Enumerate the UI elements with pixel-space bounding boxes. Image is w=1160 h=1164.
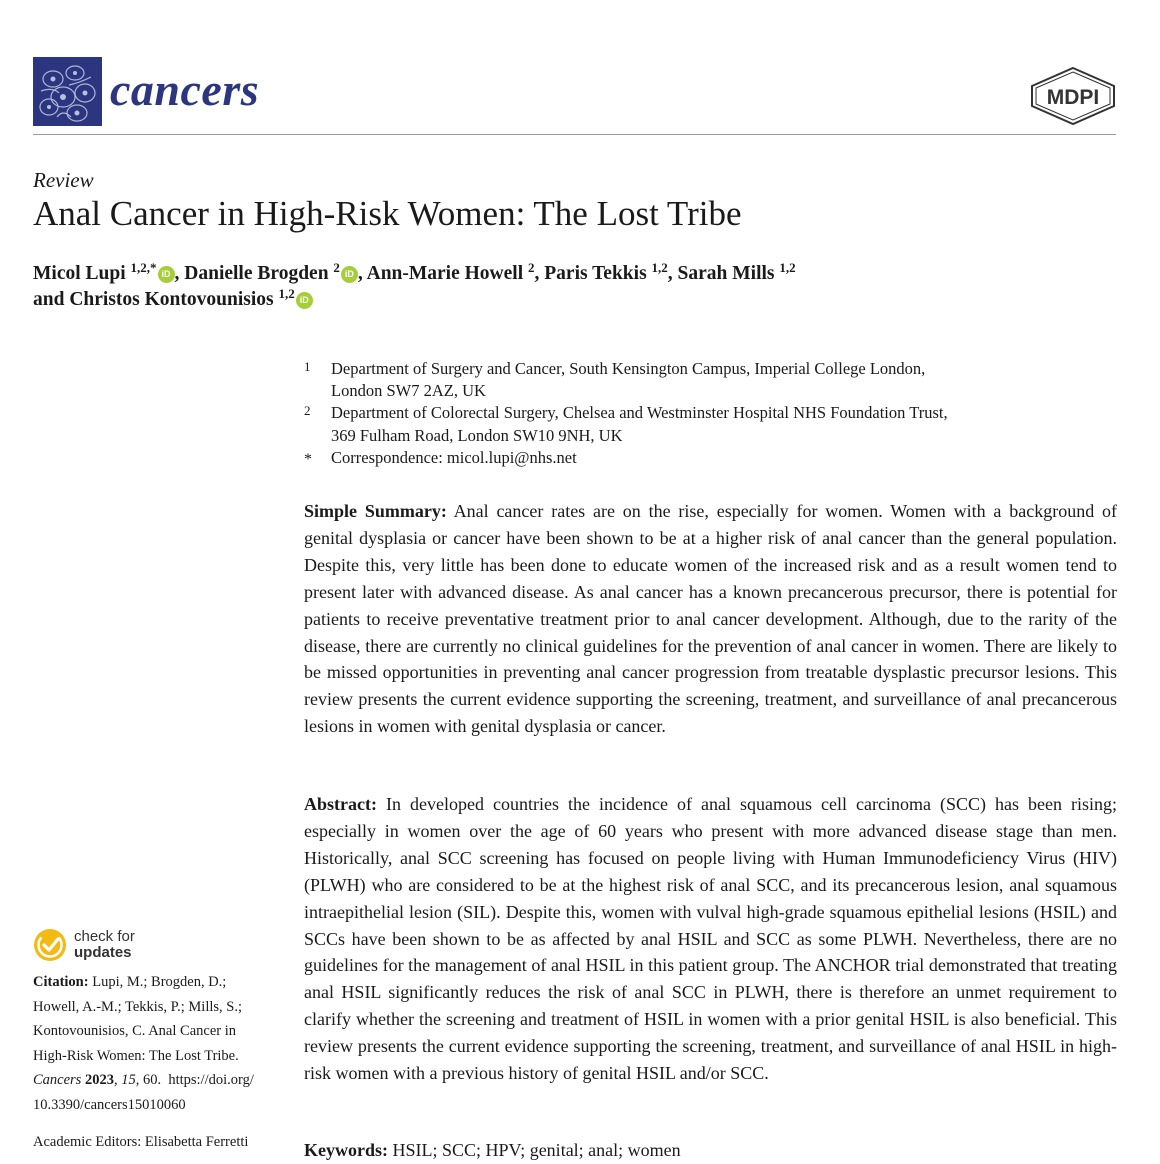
affiliation-marker: 2 — [304, 403, 311, 418]
orcid-icon[interactable]: iD — [158, 266, 175, 283]
author-list-continued — [33, 287, 313, 313]
affiliation-line: Department of Surgery and Cancer, South Kensington Campus, Imperial College London, — [331, 359, 926, 378]
abstract-text: In developed countries the incidence of anal squamous cell carcinoma (SCC) has been rising; especially in women over the age of 60 years who present with more advanced disease stage than men. Historically, anal SCC screening has focused on people living with Human Immunodeficiency Virus (HIV) (PLWH) who are considered to be at the highest risk of anal SCC, and its precancerous lesion, anal squamous intraepithelial lesion (SIL). Despite this, women with vulval high-grade squamous epithelial lesions (HSIL) and SCCs have been shown to be as affected by anal HSIL and SCC as some PLWH. Nevertheless, there are no guidelines for the management of anal HSIL in this patient group. The ANCHOR trial demonstrated that treating anal HSIL significantly reduces the risk of anal SCC in PLWH, there is therefore an unmet requirement to clarify whether the screening and treatment of HSIL in women with a prior genital HSIL is also beneficial. This review presents the current evidence supporting the screening, treatment, and surveillance of anal HSIL in high-risk women with a previous history of genital HSIL and/or SCC. — [304, 794, 1117, 1084]
publisher-name: MDPI — [1046, 86, 1100, 109]
citation-line — [33, 970, 226, 995]
author-name: Micol Lupi — [33, 263, 126, 284]
orcid-icon[interactable]: iD — [296, 292, 313, 309]
abstract — [304, 791, 1117, 1087]
citation-line: Cancers 2023, 15, 60. https://doi.org/ — [33, 1072, 254, 1088]
author-affiliation-marker: 1,2 — [278, 286, 295, 301]
header-divider — [33, 134, 1116, 135]
orcid-icon[interactable]: iD — [341, 266, 358, 283]
citation-label: Citation: — [33, 974, 89, 990]
affiliation-marker: 1 — [304, 359, 311, 374]
citation-doi-link[interactable]: 10.3390/cancers15010060 — [33, 1097, 186, 1113]
check-for-updates-icon — [33, 928, 67, 962]
check-for-updates-label: check for — [74, 928, 135, 945]
author-name: Christos Kontovounisios — [69, 289, 274, 310]
check-for-updates-label-bold: updates — [74, 944, 132, 961]
author-affiliation-marker: 1,2 — [651, 260, 668, 275]
correspondence-marker: * — [304, 451, 312, 468]
author-affiliation-marker: 1,2,* — [130, 260, 157, 275]
author-affiliation-marker: 2 — [528, 260, 535, 275]
mdpi-logo-icon — [1028, 66, 1118, 126]
simple-summary-text: Anal cancer rates are on the rise, especially for women. Women with a background of genital dysplasia or cancer have been shown to be at a higher risk of anal cancer than the general population. Despite this, very little has been done to educate women of the increased risk and as a result women tend to present later with advanced disease. As anal cancer has a known precancerous precursor, there is potential for patients to receive preventative treatment prior to anal cancer development. Although, due to the rarity of the disease, there are currently no clinical guidelines for the prevention of anal cancer in women. There are likely to be missed opportunities in preventing anal cancer progression from treatable dysplastic precursor lesions. This review presents the current evidence supporting the screening, treatment, and surveillance of anal precancerous lesions in women with genital dysplasia or cancer. — [304, 501, 1117, 737]
article-type: Review — [33, 168, 94, 192]
author-affiliation-marker: 2 — [333, 260, 340, 275]
citation-line: Howell, A.-M.; Tekkis, P.; Mills, S.; — [33, 999, 242, 1015]
affiliation-line: London SW7 2AZ, UK — [331, 381, 486, 400]
citation-volume: 15 — [121, 1072, 136, 1088]
citation-journal: Cancers — [33, 1072, 82, 1088]
citation-text: Lupi, M.; Brogden, D.; — [92, 974, 227, 990]
journal-name: cancers — [110, 64, 260, 115]
abstract-label: Abstract: — [304, 794, 377, 814]
keywords-text: HSIL; SCC; HPV; genital; anal; women — [392, 1140, 681, 1160]
citation-year: 2023 — [84, 1072, 114, 1088]
keywords — [304, 1137, 1117, 1164]
author-list: Micol Lupi $^{1,2,*}$ iD , Danielle Brogden $^2$ iD , Ann-Marie Howell $^2$, Paris Tekkis $^{1,2}$, Sarah Mills $^{1,2}$ — [33, 260, 796, 284]
check-for-updates-button[interactable] — [33, 926, 213, 966]
citation-line: Kontovounisios, C. Anal Cancer in — [33, 1023, 236, 1039]
keywords-label: Keywords: — [304, 1140, 388, 1160]
author-conjunction: and — [33, 289, 65, 310]
article-title: Anal Cancer in High-Risk Women: The Lost Tribe — [33, 194, 742, 233]
author-name: Paris Tekkis — [544, 263, 647, 284]
affiliation-line: 369 Fulham Road, London SW10 9NH, UK — [331, 426, 623, 445]
citation-pages: 60. — [142, 1072, 162, 1088]
simple-summary — [304, 498, 1117, 740]
simple-summary-label: Simple Summary: — [304, 501, 447, 521]
author-name: Danielle Brogden — [184, 263, 329, 284]
correspondence-line[interactable]: Correspondence: micol.lupi@nhs.net — [331, 448, 577, 467]
author-name: Sarah Mills — [677, 263, 775, 284]
affiliation-line: Department of Colorectal Surgery, Chelsea and Westminster Hospital NHS Foundation Trust, — [331, 403, 948, 422]
author-name: Ann-Marie Howell — [366, 263, 524, 284]
journal-logo-icon — [33, 57, 102, 126]
academic-editors: Academic Editors: Elisabetta Ferretti — [33, 1134, 249, 1150]
citation-line: High-Risk Women: The Lost Tribe. — [33, 1048, 239, 1064]
citation-doi-link[interactable]: https://doi.org/ — [168, 1072, 254, 1088]
author-affiliation-marker: 1,2 — [779, 260, 796, 275]
